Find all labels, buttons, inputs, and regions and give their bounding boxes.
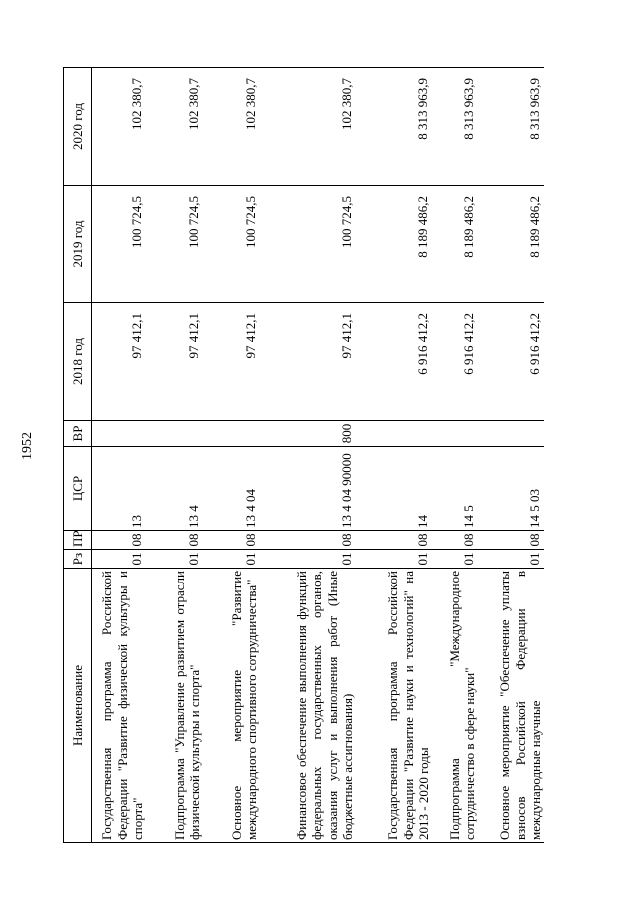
row-rz: 01 [146,550,203,569]
row-rz: 01 [260,550,356,569]
row-2018: 6 916 412,2 [432,303,478,421]
header-rz: Рз [64,550,92,569]
row-2018: 97 412,1 [203,303,260,421]
table-header-row [64,68,92,843]
row-pr: 08 [432,531,478,550]
row-pr: 08 [478,531,544,550]
table-row [356,68,432,843]
row-csr: 13 4 [146,447,203,531]
header-2018: 2018 год [64,303,92,421]
header-pr: ПР [64,531,92,550]
table-row [260,68,356,843]
row-2019: 100 724,5 [146,186,203,303]
row-csr: 14 [356,447,432,531]
row-vr [478,421,544,447]
row-rz: 01 [92,550,146,569]
rotated-table-container [63,68,583,843]
row-2019: 8 189 486,2 [478,186,544,303]
table-row [146,68,203,843]
table-row [92,68,146,843]
row-vr [146,421,203,447]
row-csr: 14 5 03 [478,447,544,531]
row-2020: 8 313 963,9 [356,68,432,186]
row-vr: 800 [260,421,356,447]
header-2019: 2019 год [64,186,92,303]
row-2019: 8 189 486,2 [356,186,432,303]
row-pr: 08 [260,531,356,550]
header-csr: ЦСР [64,447,92,531]
row-csr: 13 4 04 [203,447,260,531]
row-2018: 6 916 412,2 [356,303,432,421]
row-rz: 01 [356,550,432,569]
row-name: Подпрограмма "Международное сотрудничество в сфере науки" [432,569,478,843]
row-csr: 14 5 [432,447,478,531]
row-2018: 6 916 412,2 [478,303,544,421]
row-2019: 8 189 486,2 [432,186,478,303]
table-row [478,68,544,843]
row-csr: 13 [92,447,146,531]
row-2020: 102 380,7 [203,68,260,186]
table-row [203,68,260,843]
table-row [432,68,478,843]
row-name: Основное мероприятие "Развитие международного спортивного сотрудничества" [203,569,260,843]
row-2020: 8 313 963,9 [478,68,544,186]
row-name: Государственная программа Российской Федерации "Развитие науки и технологий" на 2013 - 2020 годы [356,569,432,843]
row-rz: 01 [478,550,544,569]
row-name: Подпрограмма "Управление развитием отрасли физической культуры и спорта" [146,569,203,843]
row-2020: 8 313 963,9 [432,68,478,186]
row-vr [92,421,146,447]
row-name: Государственная программа Российской Федерации "Развитие физической культуры и спорта" [92,569,146,843]
budget-table [63,67,544,843]
row-2019: 100 724,5 [260,186,356,303]
page-number: 1952 [20,432,35,460]
row-2020: 102 380,7 [92,68,146,186]
row-2020: 102 380,7 [260,68,356,186]
header-name: Наименование [64,569,92,843]
row-2019: 100 724,5 [203,186,260,303]
row-vr [356,421,432,447]
row-pr: 08 [203,531,260,550]
row-rz: 01 [432,550,478,569]
row-2020: 102 380,7 [146,68,203,186]
row-rz: 01 [203,550,260,569]
row-pr: 08 [146,531,203,550]
row-name: Финансовое обеспечение выполнения функций федеральных государственных органов, оказания услуг и выполнения работ (Иные бюджетные ассигнования) [260,569,356,843]
row-vr [432,421,478,447]
header-2020: 2020 год [64,68,92,186]
row-name: Основное мероприятие "Обеспечение уплаты взносов Российской Федерации в международные научные [478,569,544,843]
header-vr: ВР [64,421,92,447]
row-pr: 08 [356,531,432,550]
row-vr [203,421,260,447]
row-2018: 97 412,1 [146,303,203,421]
row-pr: 08 [92,531,146,550]
row-csr: 13 4 04 90000 [260,447,356,531]
row-2018: 97 412,1 [260,303,356,421]
row-2019: 100 724,5 [92,186,146,303]
row-2018: 97 412,1 [92,303,146,421]
